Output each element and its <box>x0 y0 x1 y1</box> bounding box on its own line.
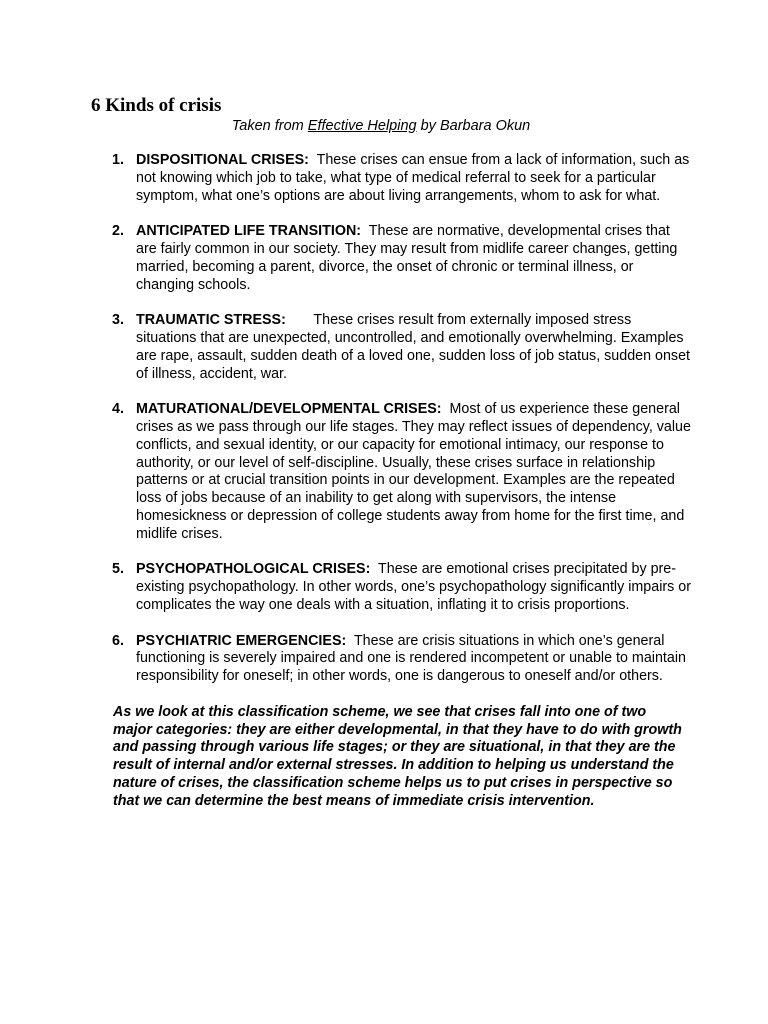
item-body <box>136 401 691 543</box>
item-heading: DISPOSITIONAL CRISES: <box>136 152 309 168</box>
item-heading: ANTICIPATED LIFE TRANSITION: <box>136 223 362 240</box>
conclusion-paragraph: As we look at this classification scheme, we see that crises fall into one of two major categories: they are either developmental, in that they have to do with growth and passing through various life stages; or they are situational, in that they are the result of internal and/or external stresses. In addition to helping us understand the nature of crises, the classification scheme helps us to put crises in perspective so that we can determine the best means of immediate crisis intervention. <box>113 703 682 809</box>
list-item <box>91 632 686 686</box>
item-text: These crises can ensue from a lack of information, such as not knowing which job to take, what type of medical referral to seek for a particular symptom, what one’s options are about living arrangements, whom to ask for what. <box>136 152 690 204</box>
item-text: Most of us experience these general crises as we pass through our life stages. They may reflect issues of dependency, value conflicts, and sexual identity, or our capacity for emotional intimacy, our response to authority, or our level of self-discipline. Usually, these crises surface in relationship patterns or at crucial transition points in our development. Examples are the repeated loss of jobs because of an inability to get along with supervisors, the intense homesickness or depression of college students away from home for the first time, and midlife crises. <box>136 401 691 542</box>
list-item <box>91 223 678 294</box>
item-number: 3. <box>112 312 124 329</box>
item-text: These are crisis situations in which one’s general functioning is severely impaired and one is rendered incompetent or unable to maintain responsibility for oneself; in other words, one is dangerous to oneself and/or others. <box>136 632 686 685</box>
item-number: 1. <box>112 152 124 168</box>
list-item <box>91 312 690 383</box>
item-number: 6. <box>112 632 124 649</box>
item-number: 2. <box>112 223 124 240</box>
item-heading: TRAUMATIC STRESS: <box>136 312 286 329</box>
item-body <box>136 561 691 614</box>
item-body <box>136 152 691 205</box>
subtitle-prefix: Taken from <box>231 118 308 134</box>
list-item <box>91 561 691 614</box>
document-subtitle <box>91 117 671 135</box>
item-body <box>136 633 691 686</box>
item-text: These crises result from externally imposed stress situations that are unexpected, uncontrolled, and emotionally overwhelming. Examples are rape, assault, sudden death of a loved one, sudden loss of job status, sudden onset of illness, accident, war. <box>136 312 690 382</box>
item-body <box>136 312 691 383</box>
crisis-list <box>91 152 691 686</box>
item-heading: PSYCHOPATHOLOGICAL CRISES: <box>136 561 371 578</box>
subtitle-suffix: by Barbara Okun <box>416 118 531 134</box>
item-text: These are emotional crises precipitated by pre-existing psychopathology. In other words, one’s psychopathology significantly impairs or complicates the way one deals with a situation, inflating it to crisis proportions. <box>136 561 691 613</box>
list-item <box>91 152 690 205</box>
book-title: Effective Helping <box>307 118 417 134</box>
item-number: 5. <box>112 561 124 578</box>
item-number: 4. <box>112 401 124 418</box>
item-heading: PSYCHIATRIC EMERGENCIES: <box>136 632 347 649</box>
item-heading: MATURATIONAL/DEVELOPMENTAL CRISES: <box>136 401 442 418</box>
item-body <box>136 223 691 294</box>
list-item <box>91 401 691 543</box>
document-title: 6 Kinds of crisis <box>91 95 222 116</box>
item-text: These are normative, developmental crises that are fairly common in our society. They may result from midlife career changes, getting married, becoming a parent, divorce, the onset of chronic or terminal illness, or changing schools. <box>136 223 678 293</box>
